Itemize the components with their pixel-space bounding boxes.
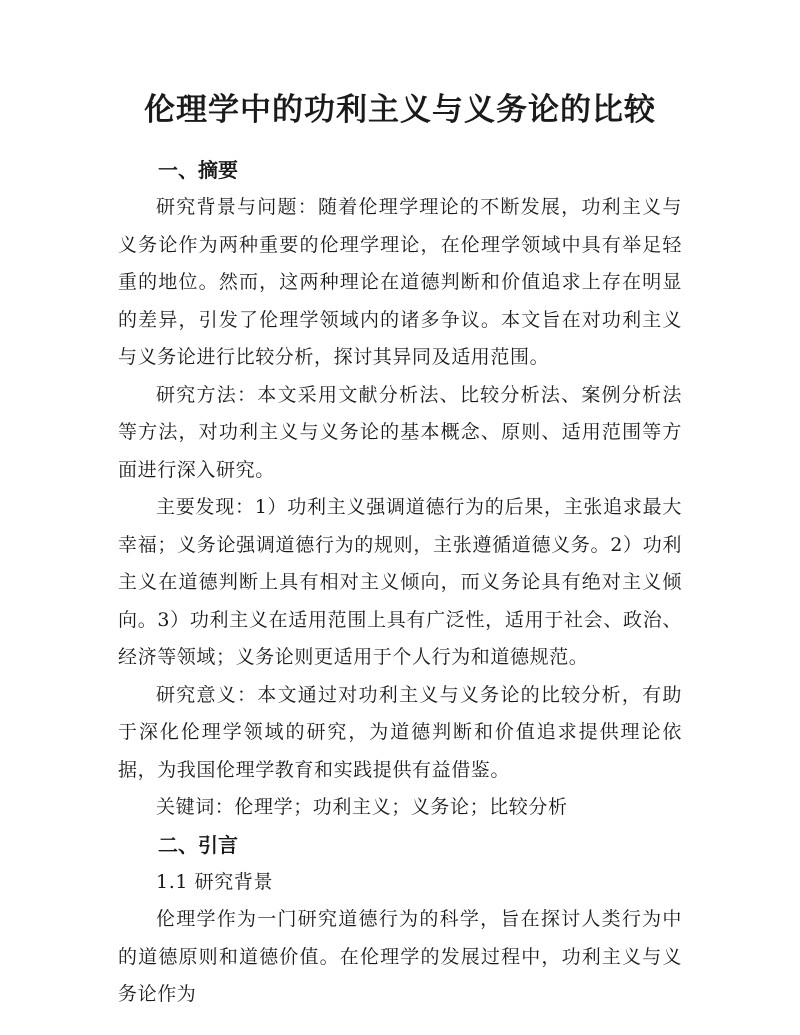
introduction-paragraph: 伦理学作为一门研究道德行为的科学，旨在探讨人类行为中的道德原则和道德价值。在伦理学的发展过程中，功利主义与义务论作为 bbox=[118, 908, 682, 1005]
abstract-methods-paragraph: 研究方法：本文采用文献分析法、比较分析法、案例分析法等方法，对功利主义与义务论的基本概念、原则、适用范围等方面进行深入研究。 bbox=[118, 383, 682, 481]
abstract-background-paragraph: 研究背景与问题：随着伦理学理论的不断发展，功利主义与义务论作为两种重要的伦理学理论，在伦理学领域中具有举足轻重的地位。然而，这两种理论在道德判断和价值追求上存在明显的差异，引发了伦理学领域内的诸多争议。本文旨在对功利主义与义务论进行比较分析，探讨其异同及适用范围。 bbox=[118, 196, 682, 368]
subsection-heading-background: 1.1 研究背景 bbox=[156, 870, 274, 893]
section-heading-abstract: 一、摘要 bbox=[158, 158, 238, 182]
section-heading-introduction: 二、引言 bbox=[158, 832, 238, 857]
document-title: 伦理学中的功利主义与义务论的比较 bbox=[144, 92, 656, 128]
abstract-significance-paragraph: 研究意义：本文通过对功利主义与义务论的比较分析，有助于深化伦理学领域的研究，为道德判断和价值追求提供理论依据，为我国伦理学教育和实践提供有益借鉴。 bbox=[118, 683, 682, 781]
keywords-line: 关键词：伦理学；功利主义；义务论；比较分析 bbox=[156, 796, 568, 818]
abstract-findings-paragraph: 主要发现：1）功利主义强调道德行为的后果，主张追求最大幸福；义务论强调道德行为的规则，主张遵循道德义务。2）功利主义在道德判断上具有相对主义倾向，而义务论具有绝对主义倾向。3）功利主义在适用范围上具有广泛性，适用于社会、政治、经济等领域；义务论则更适用于个人行为和道德规范。 bbox=[118, 496, 682, 668]
